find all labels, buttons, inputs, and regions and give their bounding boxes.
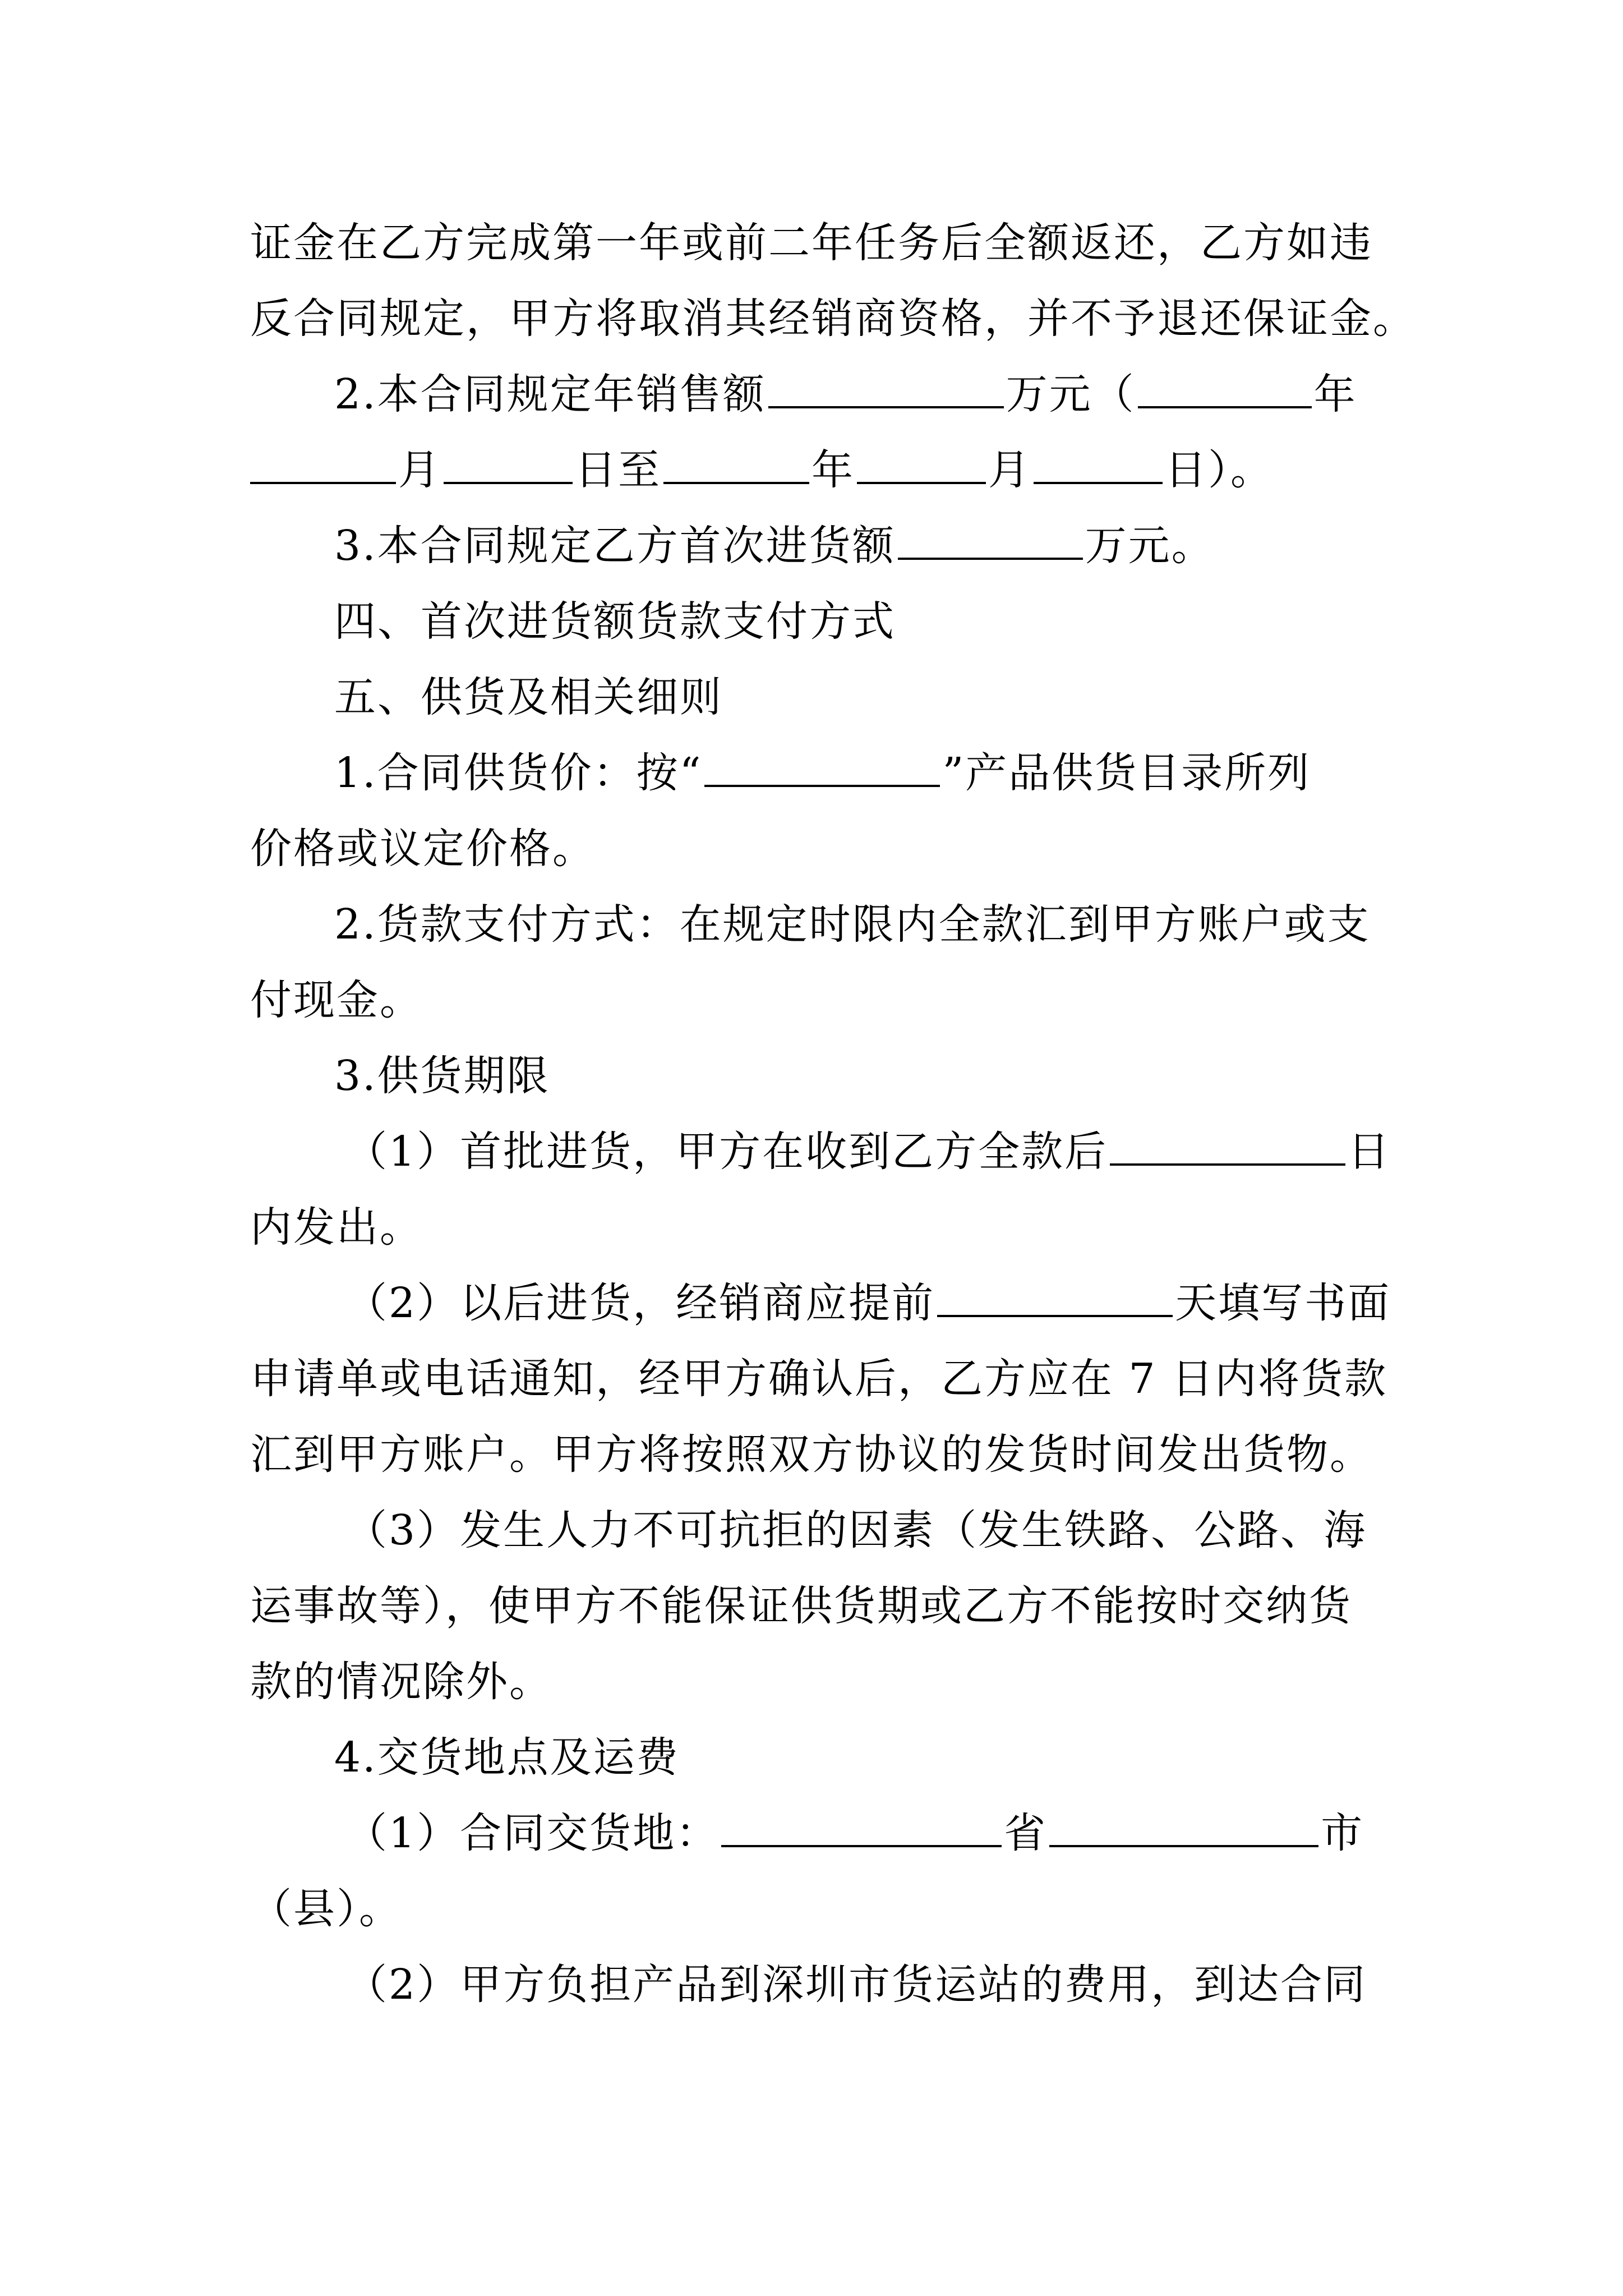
section-heading bbox=[334, 1727, 1394, 1788]
text-segment: ”产品供货目录所列 bbox=[942, 749, 1311, 797]
clause-later-orders bbox=[345, 1272, 1394, 1334]
section-heading bbox=[334, 591, 1394, 652]
paragraph-line bbox=[250, 1197, 1394, 1258]
text-segment: 证金在乙方完成第一年或前二年任务后全额返还，乙方如违 bbox=[250, 219, 1373, 267]
blank-field[interactable] bbox=[721, 1808, 1002, 1847]
section-heading bbox=[334, 666, 1394, 728]
text-segment: 月 bbox=[988, 446, 1031, 494]
text-segment: 款的情况除外。 bbox=[250, 1658, 552, 1706]
clause-first-shipment bbox=[345, 1121, 1394, 1182]
blank-field[interactable] bbox=[704, 748, 940, 787]
paragraph-line bbox=[250, 288, 1416, 349]
blank-field[interactable] bbox=[1034, 445, 1163, 484]
blank-field[interactable] bbox=[1049, 1808, 1318, 1847]
text-segment: 内发出。 bbox=[250, 1203, 423, 1251]
blank-field[interactable] bbox=[1110, 1126, 1345, 1166]
clause-supply-price bbox=[334, 742, 1394, 804]
text-segment: 省 bbox=[1004, 1809, 1048, 1857]
paragraph-line bbox=[250, 1424, 1394, 1485]
text-segment: 反合同规定，甲方将取消其经销商资格，并不予退还保证金。 bbox=[250, 295, 1416, 343]
text-segment: 汇到甲方账户。甲方将按照双方协议的发货时间发出货物。 bbox=[250, 1430, 1373, 1479]
text-segment: 付现金。 bbox=[250, 976, 423, 1024]
blank-field[interactable] bbox=[937, 1278, 1173, 1317]
blank-field[interactable] bbox=[857, 445, 986, 484]
clause-date-range bbox=[250, 439, 1394, 501]
text-segment: 市 bbox=[1321, 1809, 1364, 1857]
paragraph-line bbox=[250, 1878, 1394, 1940]
blank-field[interactable] bbox=[250, 445, 396, 484]
clause-annual-sales bbox=[334, 364, 1394, 425]
paragraph-line bbox=[250, 1651, 1394, 1713]
paragraph-line bbox=[250, 212, 1394, 274]
paragraph-line bbox=[250, 1348, 1394, 1410]
text-segment: （3）发生人力不可抗拒的因素（发生铁路、公路、海 bbox=[345, 1506, 1367, 1554]
clause-delivery-place bbox=[345, 1802, 1394, 1864]
text-segment: 日 bbox=[1348, 1128, 1391, 1176]
text-segment: 2.货款支付方式：在规定时限内全款汇到甲方账户或支 bbox=[334, 900, 1371, 949]
paragraph-line bbox=[250, 818, 1394, 880]
text-segment: 天填写书面 bbox=[1175, 1279, 1391, 1327]
text-segment: 运事故等），使甲方不能保证供货期或乙方不能按时交纳货 bbox=[250, 1582, 1352, 1630]
paragraph-line bbox=[345, 1499, 1394, 1561]
text-segment: 1.合同供货价：按“ bbox=[334, 749, 703, 797]
text-segment: 年 bbox=[811, 446, 855, 494]
paragraph-line bbox=[250, 969, 1394, 1031]
text-segment: 五、供货及相关细则 bbox=[334, 673, 723, 721]
blank-field[interactable] bbox=[898, 521, 1083, 560]
text-segment: 万元（ bbox=[1006, 370, 1136, 418]
blank-field[interactable] bbox=[1138, 369, 1312, 408]
clause-first-order bbox=[334, 515, 1394, 577]
text-segment: （1）合同交货地： bbox=[345, 1809, 720, 1857]
text-segment: （2）以后进货，经销商应提前 bbox=[345, 1279, 935, 1327]
text-segment: 3.本合同规定乙方首次进货额 bbox=[334, 522, 896, 570]
text-segment: 年 bbox=[1313, 370, 1357, 418]
text-segment: 申请单或电话通知，经甲方确认后，乙方应在 7 日内将货款 bbox=[250, 1355, 1388, 1403]
text-segment: 日）。 bbox=[1165, 446, 1274, 494]
text-segment: 2.本合同规定年销售额 bbox=[334, 370, 766, 418]
text-segment: 3.供货期限 bbox=[334, 1052, 550, 1100]
text-segment: 四、首次进货额货款支付方式 bbox=[334, 597, 896, 646]
paragraph-line bbox=[250, 1575, 1394, 1637]
paragraph-line bbox=[334, 894, 1394, 955]
text-segment: 价格或议定价格。 bbox=[250, 825, 596, 873]
blank-field[interactable] bbox=[663, 445, 809, 484]
section-heading bbox=[334, 1045, 1394, 1107]
text-segment: （2）甲方负担产品到深圳市货运站的费用，到达合同 bbox=[345, 1961, 1367, 2009]
blank-field[interactable] bbox=[444, 445, 573, 484]
text-segment: 4.交货地点及运费 bbox=[334, 1733, 680, 1782]
paragraph-line bbox=[345, 1954, 1394, 2016]
text-segment: 日至 bbox=[575, 446, 661, 494]
text-segment: （县）。 bbox=[250, 1885, 402, 1933]
blank-field[interactable] bbox=[768, 369, 1004, 408]
text-segment: 月 bbox=[398, 446, 441, 494]
text-segment: （1）首批进货，甲方在收到乙方全款后 bbox=[345, 1128, 1108, 1176]
text-segment: 万元。 bbox=[1085, 522, 1215, 570]
